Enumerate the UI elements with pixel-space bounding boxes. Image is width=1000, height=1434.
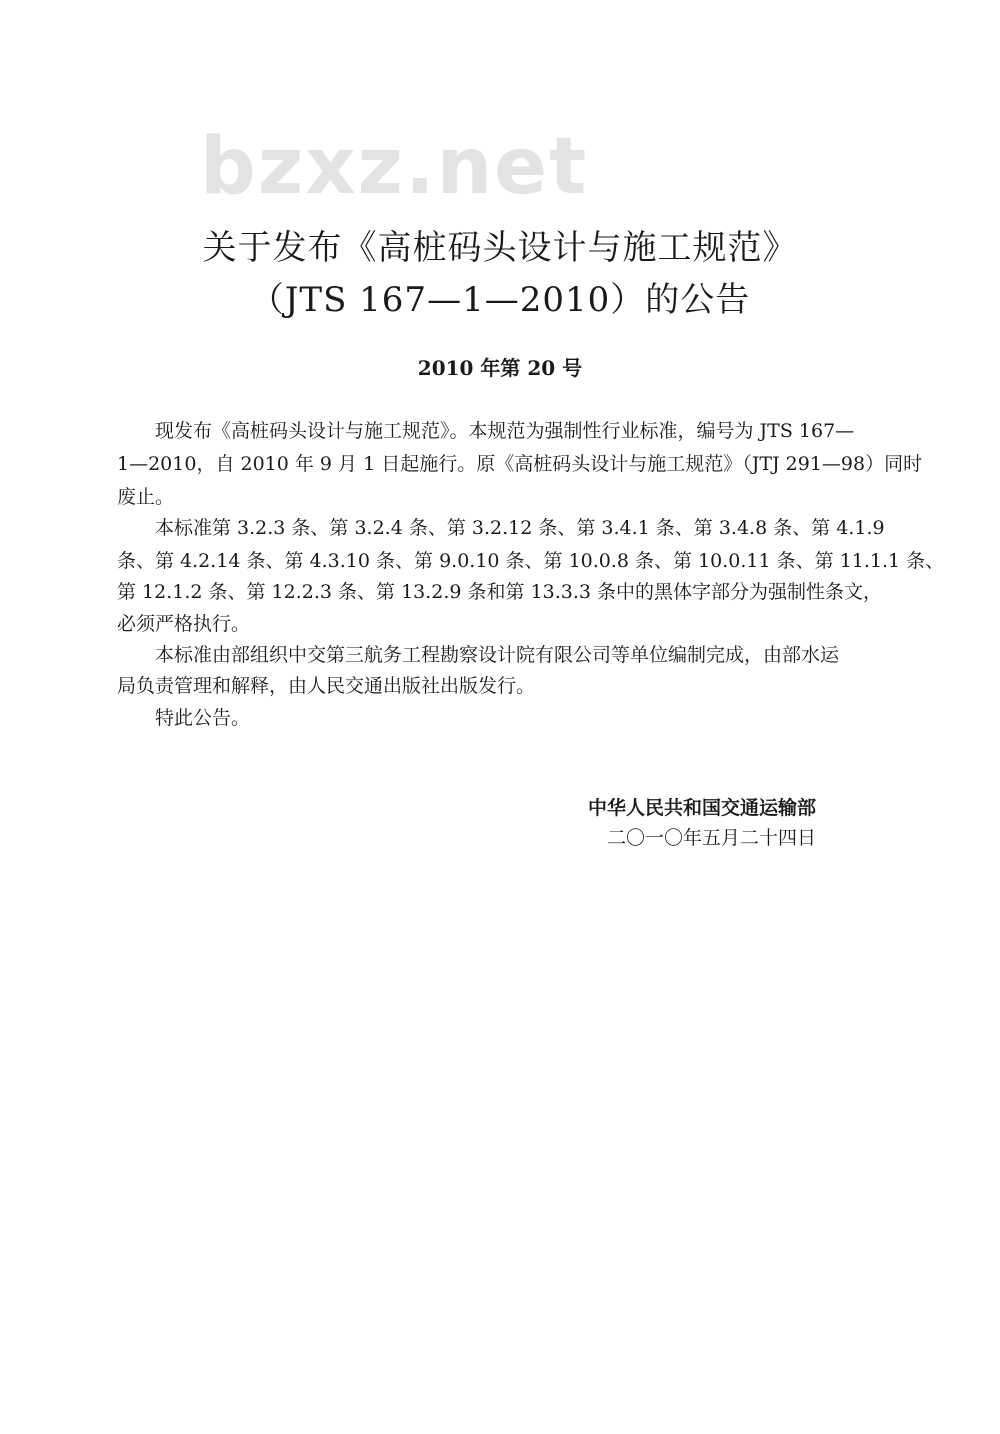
paragraph-2-line-1: 本标准第 3.2.3 条、第 3.2.4 条、第 3.2.12 条、第 3.4.1 条、第 3.4.8 条、第 4.1.9 (155, 517, 885, 539)
paragraph-1-line-3: 废止。 (117, 486, 175, 508)
watermark-logo: bzxz.net (200, 122, 589, 212)
paragraph-4-line-1: 特此公告。 (155, 707, 251, 729)
paragraph-2-line-2: 条、第 4.2.14 条、第 4.3.10 条、第 9.0.10 条、第 10.0.8 条、第 10.0.11 条、第 11.1.1 条、 (117, 550, 945, 572)
document-number: 2010 年第 20 号 (417, 356, 583, 380)
issue-date: 二〇一〇年五月二十四日 (607, 827, 817, 849)
announcement-title-line-2: （JTS 167—1—2010）的公告 (249, 280, 751, 320)
paragraph-1-line-2: 1—2010，自 2010 年 9 月 1 日起施行。原《高桩码头设计与施工规范》（JTJ 291—98）同时 (117, 453, 923, 475)
paragraph-2-line-3: 第 12.1.2 条、第 12.2.3 条、第 13.2.9 条和第 13.3.3 条中的黑体字部分为强制性条文， (117, 581, 883, 603)
announcement-title-line-1: 关于发布《高桩码头设计与施工规范》 (202, 228, 798, 268)
issuing-organization: 中华人民共和国交通运输部 (588, 797, 817, 819)
paragraph-2-line-4: 必须严格执行。 (117, 613, 251, 635)
paragraph-3-line-2: 局负责管理和解释，由人民交通出版社出版发行。 (117, 675, 536, 697)
paragraph-3-line-1: 本标准由部组织中交第三航务工程勘察设计院有限公司等单位编制完成，由部水运 (155, 644, 840, 666)
paragraph-1-line-1: 现发布《高桩码头设计与施工规范》。本规范为强制性行业标准，编号为 JTS 167— (155, 420, 855, 442)
